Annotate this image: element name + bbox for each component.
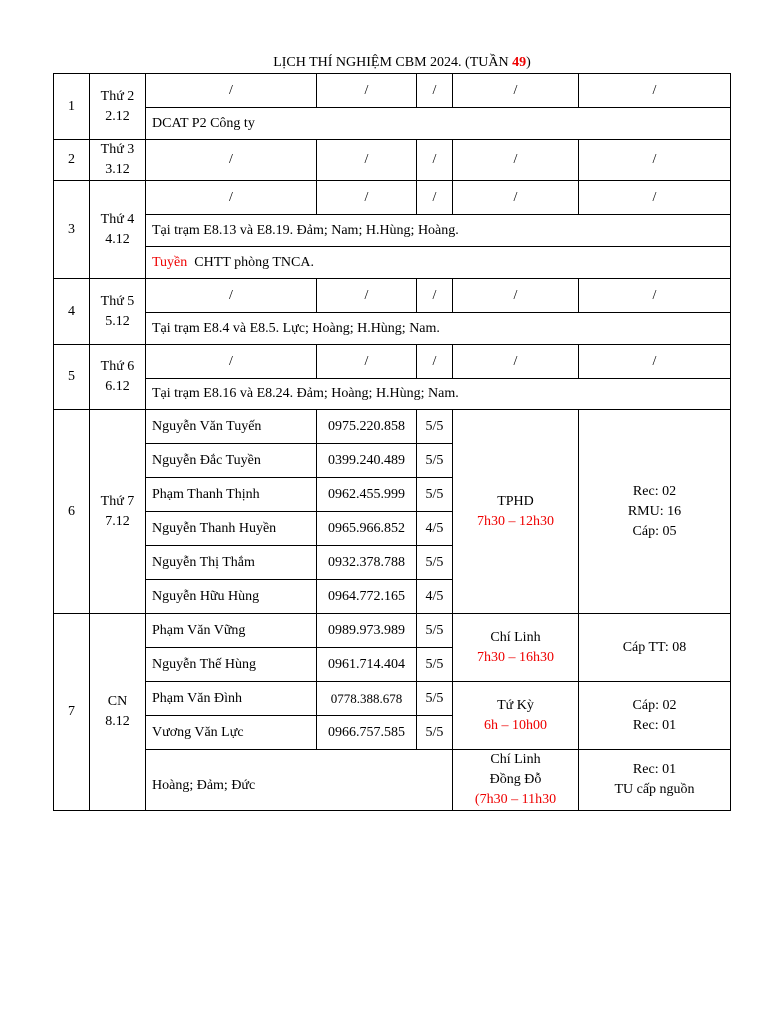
location-cell: TPHD 7h30 – 12h30 [453,410,579,614]
empty-cell: / [317,74,417,108]
day-cell: Thứ 2 2.12 [90,74,146,140]
person-name: Nguyễn Thị Thắm [146,546,317,580]
empty-cell: / [417,140,453,181]
person-phone: 0932.378.788 [317,546,417,580]
person-phone: 0964.772.165 [317,580,417,614]
person-phone: 0962.455.999 [317,478,417,512]
table-row [54,410,731,444]
row-number: 2 [54,140,90,181]
person-phone: 0975.220.858 [317,410,417,444]
day-cell: Thứ 7 7.12 [90,410,146,614]
person-score: 5/5 [417,716,453,750]
day-cell: Thứ 4 4.12 [90,181,146,279]
note-cell: Tại trạm E8.16 và E8.24. Đảm; Hoàng; H.Hùng; Nam. [146,379,731,410]
empty-cell: / [146,140,317,181]
person-name: Nguyễn Văn Tuyến [146,410,317,444]
schedule-table [53,73,731,811]
person-score: 5/5 [417,478,453,512]
work-cell: Cáp TT: 08 [579,614,731,682]
table-row [54,247,731,279]
empty-cell: / [453,181,579,215]
empty-cell: / [146,181,317,215]
person-name: Phạm Văn Đình [146,682,317,716]
empty-cell: / [317,181,417,215]
person-name: Nguyễn Đắc Tuyền [146,444,317,478]
empty-cell: / [317,345,417,379]
person-name: Phạm Thanh Thịnh [146,478,317,512]
table-row [54,140,731,181]
location-cell: Chí Linh 7h30 – 16h30 [453,614,579,682]
person-phone: 0989.973.989 [317,614,417,648]
empty-cell: / [453,74,579,108]
empty-cell: / [579,181,731,215]
person-phone: 0965.966.852 [317,512,417,546]
table-row [54,345,731,379]
person-score: 4/5 [417,512,453,546]
row-number: 1 [54,74,90,140]
empty-cell: / [453,345,579,379]
person-name: Nguyễn Thanh Huyền [146,512,317,546]
person-score: 4/5 [417,580,453,614]
work-cell: Rec: 01 TU cấp nguồn [579,750,731,811]
table-row [54,379,731,410]
note-cell: DCAT P2 Công ty [146,108,731,140]
person-phone: 0966.757.585 [317,716,417,750]
person-name: Vương Văn Lực [146,716,317,750]
person-score: 5/5 [417,546,453,580]
day-cell: Thứ 6 6.12 [90,345,146,410]
empty-cell: / [146,345,317,379]
page-title: LỊCH THÍ NGHIỆM CBM 2024. (TUẦN 49) [273,55,531,70]
day-cell: Thứ 3 3.12 [90,140,146,181]
table-row [54,313,731,345]
empty-cell: / [146,279,317,313]
person-score: 5/5 [417,648,453,682]
table-row [54,215,731,247]
person-score: 5/5 [417,444,453,478]
table-row [54,181,731,215]
person-score: 5/5 [417,410,453,444]
location-cell: Chí Linh Đồng Đỗ (7h30 – 11h30 [453,750,579,811]
row-number: 6 [54,410,90,614]
table-row [54,74,731,108]
person-phone: 0399.240.489 [317,444,417,478]
person-score: 5/5 [417,614,453,648]
person-name: Phạm Văn Vững [146,614,317,648]
person-phone: 0961.714.404 [317,648,417,682]
table-row [54,614,731,648]
empty-cell: / [579,345,731,379]
day-cell: CN 8.12 [90,614,146,811]
note-cell: Tuyền CHTT phòng TNCA. [146,247,731,279]
work-cell: Rec: 02 RMU: 16 Cáp: 05 [579,410,731,614]
person-name: Nguyễn Thế Hùng [146,648,317,682]
note-cell: Tại trạm E8.13 và E8.19. Đảm; Nam; H.Hùng; Hoàng. [146,215,731,247]
empty-cell: / [317,140,417,181]
empty-cell: / [417,181,453,215]
location-cell: Tứ Kỳ 6h – 10h00 [453,682,579,750]
person-phone: 0778.388.678 [317,682,417,716]
person-name: Nguyễn Hữu Hùng [146,580,317,614]
empty-cell: / [417,74,453,108]
note-cell: Tại trạm E8.4 và E8.5. Lực; Hoàng; H.Hùng; Nam. [146,313,731,345]
empty-cell: / [453,140,579,181]
row-number: 5 [54,345,90,410]
names-cell: Hoàng; Đảm; Đức [146,750,453,811]
empty-cell: / [317,279,417,313]
table-row [54,279,731,313]
empty-cell: / [146,74,317,108]
row-number: 4 [54,279,90,345]
empty-cell: / [417,345,453,379]
table-row [54,682,731,716]
empty-cell: / [417,279,453,313]
table-row [54,108,731,140]
table-row [54,750,731,811]
empty-cell: / [579,140,731,181]
row-number: 3 [54,181,90,279]
empty-cell: / [579,279,731,313]
week-number: 49 [512,55,527,70]
person-score: 5/5 [417,682,453,716]
work-cell: Cáp: 02 Rec: 01 [579,682,731,750]
empty-cell: / [453,279,579,313]
row-number: 7 [54,614,90,811]
day-cell: Thứ 5 5.12 [90,279,146,345]
empty-cell: / [579,74,731,108]
